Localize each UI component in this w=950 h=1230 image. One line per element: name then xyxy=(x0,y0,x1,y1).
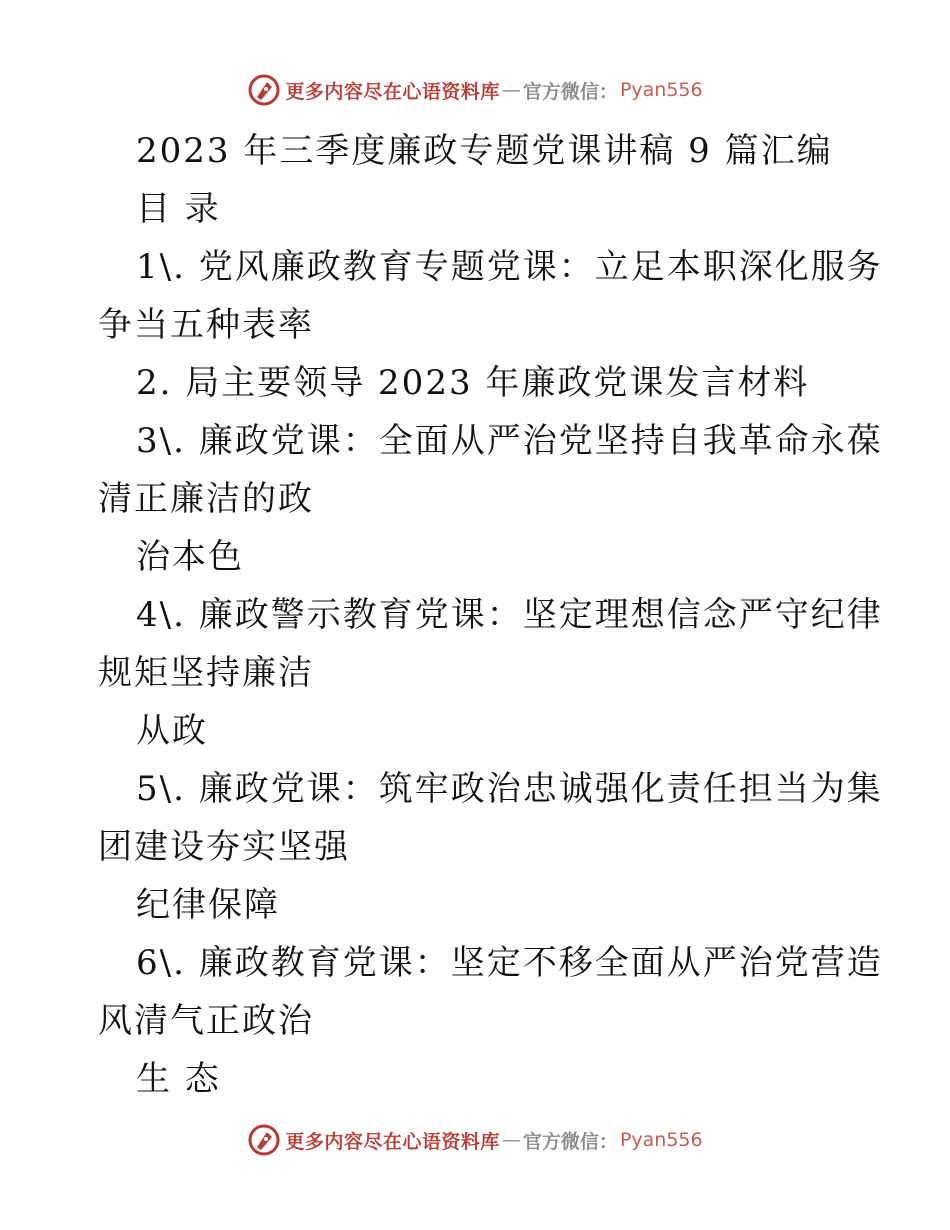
pen-nib-circle-icon xyxy=(247,73,281,107)
banner-wechat-id: Pyan556 xyxy=(619,79,703,101)
toc-line: 3\. 廉政党课：全面从严治党坚持自我革命永葆 xyxy=(136,421,883,461)
toc-line: 4\. 廉政警示教育党课：坚定理想信念严守纪律 xyxy=(136,595,883,635)
footer-watermark-banner xyxy=(0,1120,950,1160)
header-watermark-banner xyxy=(0,70,950,110)
toc-heading: 目 录 xyxy=(136,189,221,229)
banner-dash: — xyxy=(501,79,521,101)
toc-line: 6\. 廉政教育党课：坚定不移全面从严治党营造 xyxy=(136,943,883,983)
toc-line: 清正廉洁的政 xyxy=(98,479,314,519)
toc-line: 生 态 xyxy=(136,1059,221,1099)
toc-line: 规矩坚持廉洁 xyxy=(98,653,314,693)
pen-nib-circle-icon xyxy=(247,1123,281,1157)
toc-line: 争当五种表率 xyxy=(98,305,314,345)
toc-line: 1\. 党风廉政教育专题党课：立足本职深化服务 xyxy=(136,247,883,287)
banner-wechat-id: Pyan556 xyxy=(619,1129,703,1151)
toc-list xyxy=(98,238,883,1108)
banner-dash: — xyxy=(501,1129,521,1151)
banner-brand-text: 更多内容尽在心语资料库 xyxy=(285,1130,500,1153)
banner-wechat-label: 官方微信： xyxy=(522,80,618,103)
toc-line: 纪律保障 xyxy=(136,885,280,925)
banner-wechat-label: 官方微信： xyxy=(522,1130,618,1153)
toc-line: 团建设夯实坚强 xyxy=(98,827,350,867)
toc-line: 风清气正政治 xyxy=(98,1001,314,1041)
document-title: 2023 年三季度廉政专题党课讲稿 9 篇汇编 xyxy=(136,131,833,171)
document-body xyxy=(98,122,883,1108)
toc-line: 治本色 xyxy=(136,537,244,577)
toc-line: 5\. 廉政党课：筑牢政治忠诚强化责任担当为集 xyxy=(136,769,883,809)
banner-brand-text: 更多内容尽在心语资料库 xyxy=(285,80,500,103)
toc-line: 2. 局主要领导 2023 年廉政党课发言材料 xyxy=(136,363,810,403)
toc-line: 从政 xyxy=(136,711,208,751)
